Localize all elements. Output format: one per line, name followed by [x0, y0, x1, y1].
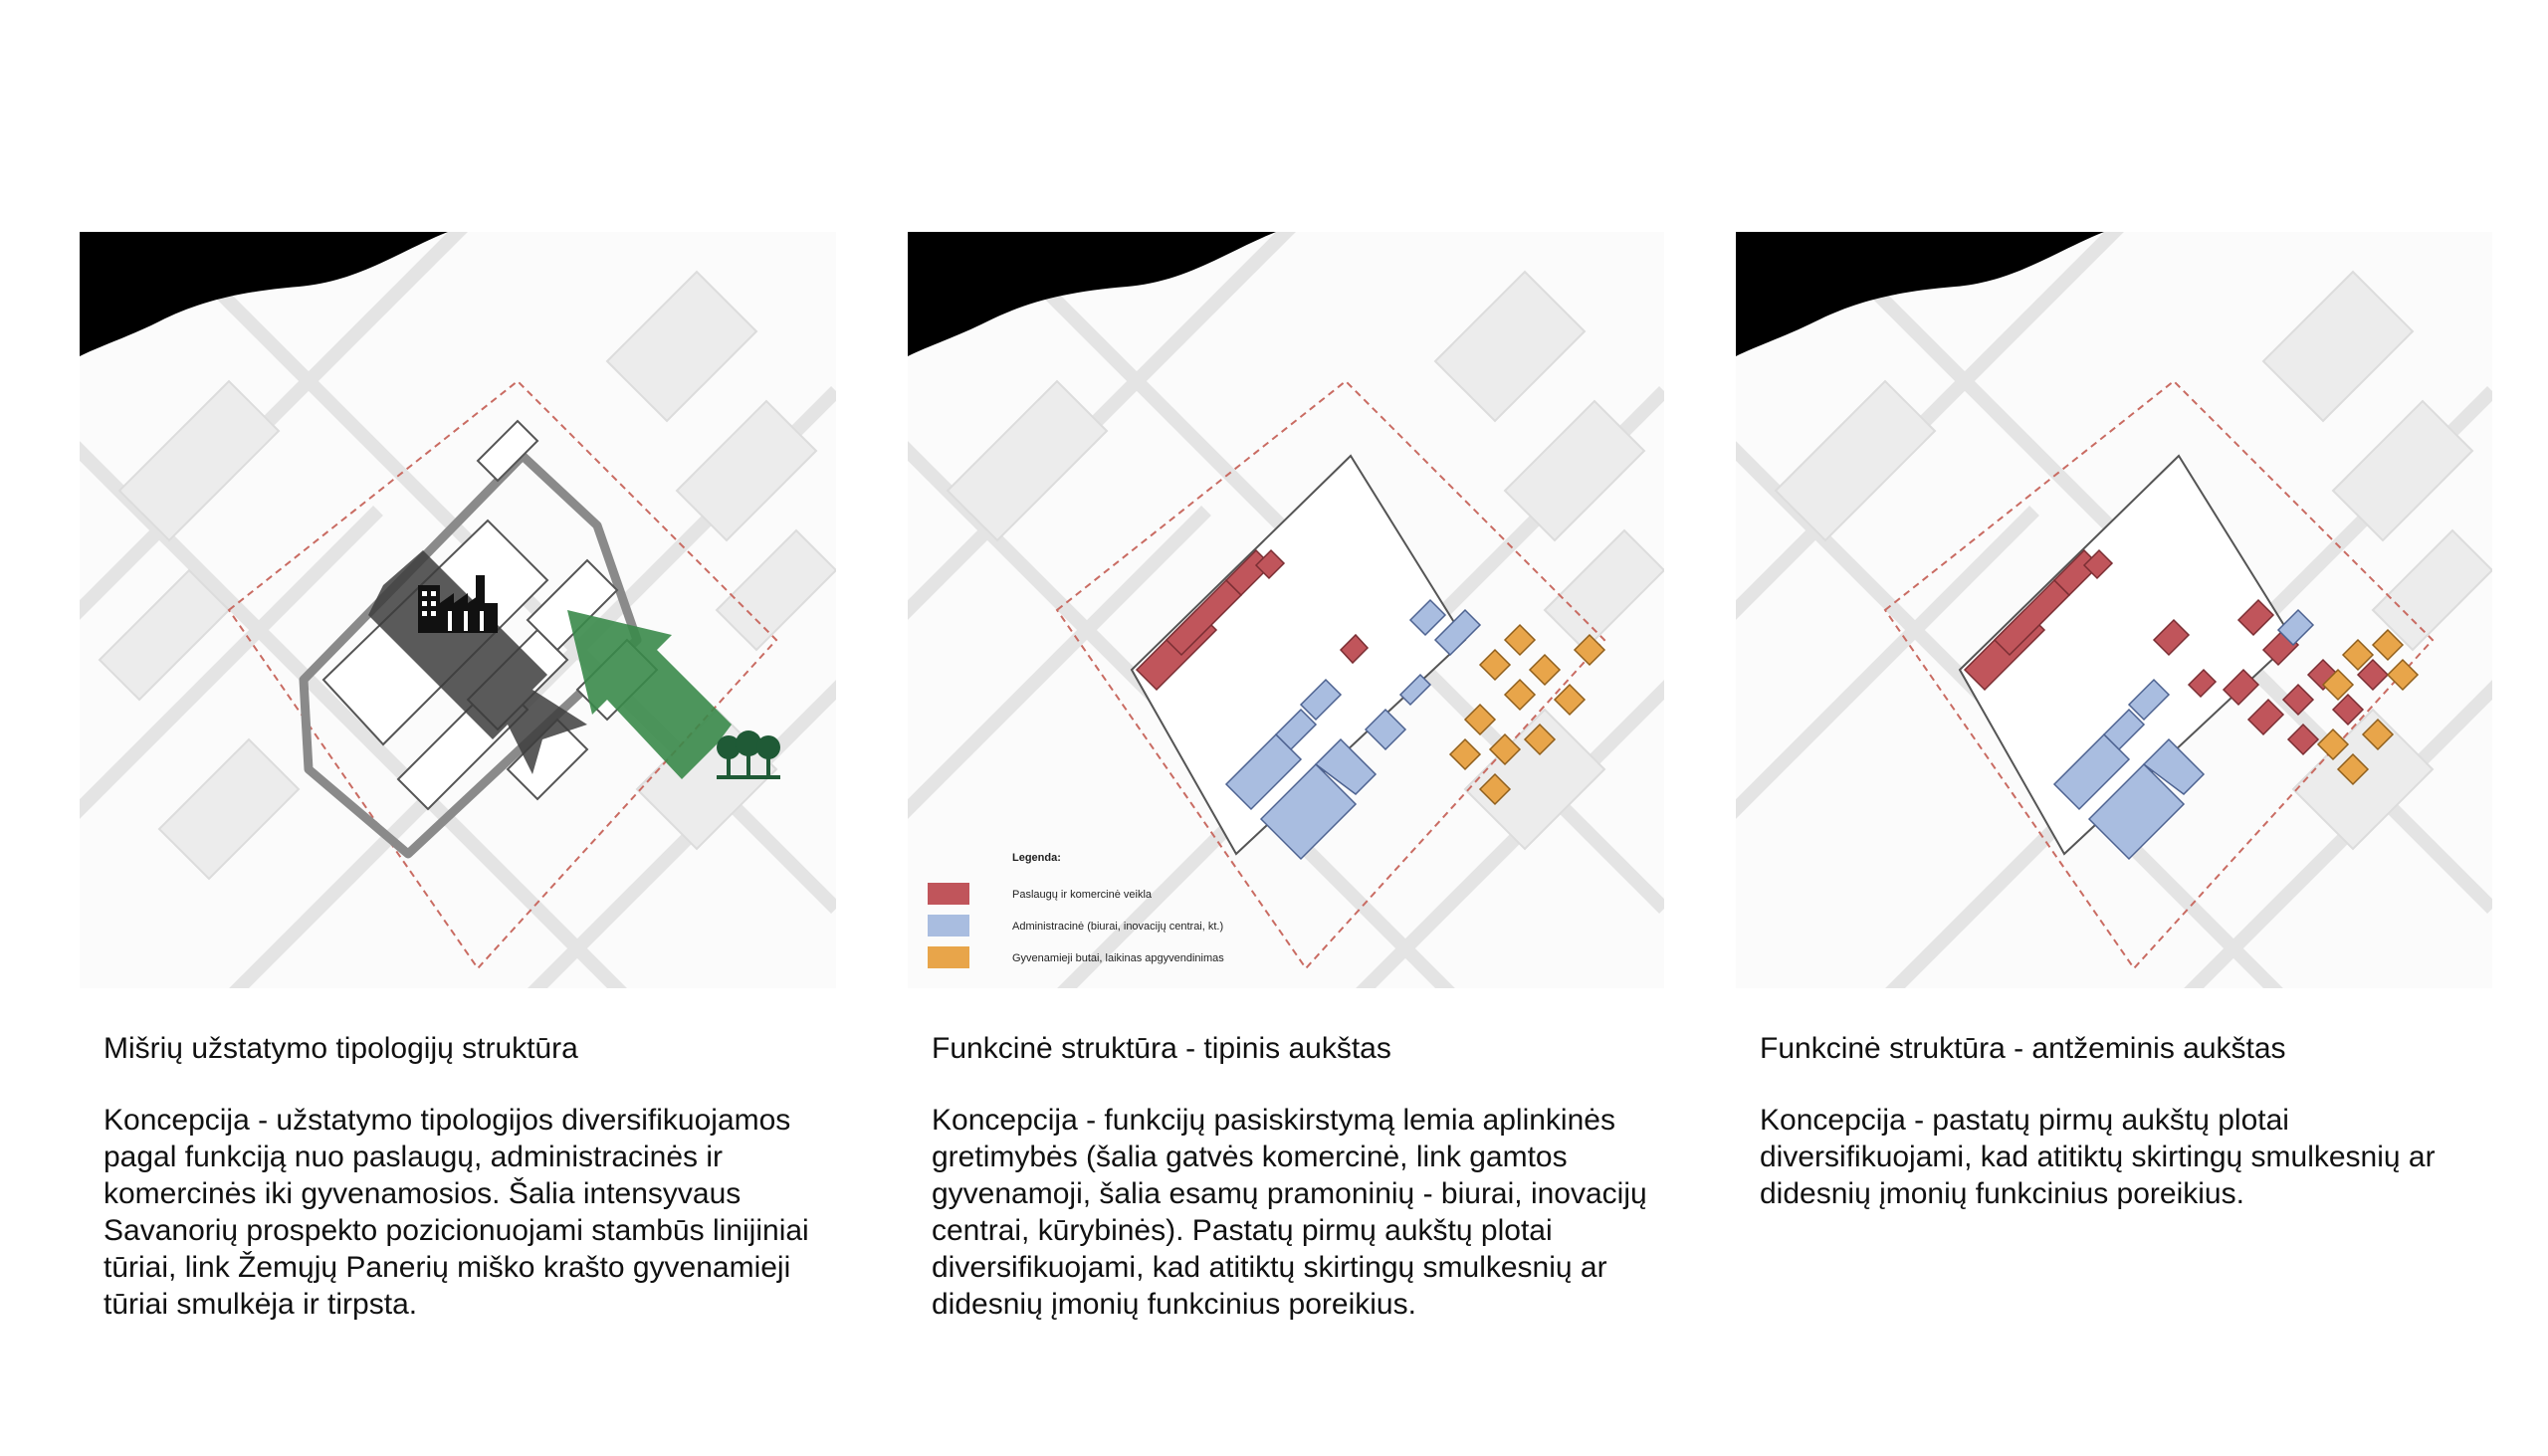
caption-block-mixed-typologies: [104, 1030, 820, 1323]
legend-swatch-commercial: [928, 883, 969, 905]
site-plan-ground-floor: [1736, 232, 2492, 988]
site-plan-typical-floor: [908, 232, 1664, 988]
caption-body: Koncepcija - pastatų pirmų aukštų plotai diversifikuojami, kad atitiktų skirtingų smulkesnių ar didesnių įmonių funkcinius poreikius.: [1760, 1104, 2436, 1210]
site-plan-diagram: [1736, 232, 2492, 988]
site-plan-diagram: [908, 232, 1664, 988]
legend-swatch-admin: [928, 915, 969, 936]
caption-title: Funkcinė struktūra - tipinis aukštas: [932, 1032, 1391, 1065]
legend-title: Legenda:: [1012, 852, 1061, 864]
caption-title: Mišrių užstatymo tipologijų struktūra: [104, 1032, 578, 1065]
site-plan-mixed-typologies: [80, 232, 836, 988]
caption-body: Koncepcija - užstatymo tipologijos diversifikuojamos pagal funkciją nuo paslaugų, administracinės ir komercinės iki gyvenamosios. Šalia intensyvaus Savanorių prospekto pozicionuojami stambūs linijiniai tūriai, link Žemųjų Panerių miško krašto gyvenamieji tūriai smulkėja ir tirpsta.: [104, 1104, 809, 1321]
caption-title: Funkcinė struktūra - antžeminis aukštas: [1760, 1032, 2286, 1065]
caption-body: Koncepcija - funkcijų pasiskirstymą lemia aplinkinės gretimybės (šalia gatvės komercinė, link gamtos gyvenamoji, šalia esamų pramoninių - biurai, inovacijų centrai, kūrybinės). Pastatų pirmų aukštų plotai diversifikuojami, kad atitiktų skirtingų smulkesnių ar didesnių įmonių funkcinius poreikius.: [932, 1104, 1647, 1321]
caption-block-typical-floor: [932, 1030, 1648, 1323]
caption-block-ground-floor: [1760, 1030, 2476, 1212]
site-plan-diagram: [80, 232, 836, 988]
legend-label-residential: Gyvenamieji butai, laikinas apgyvendinimas: [1012, 952, 1224, 964]
legend-swatch-residential: [928, 946, 969, 968]
legend-label-admin: Administracinė (biurai, inovacijų centrai, kt.): [1012, 921, 1224, 933]
legend-label-commercial: Paslaugų ir komercinė veikla: [1012, 889, 1153, 901]
